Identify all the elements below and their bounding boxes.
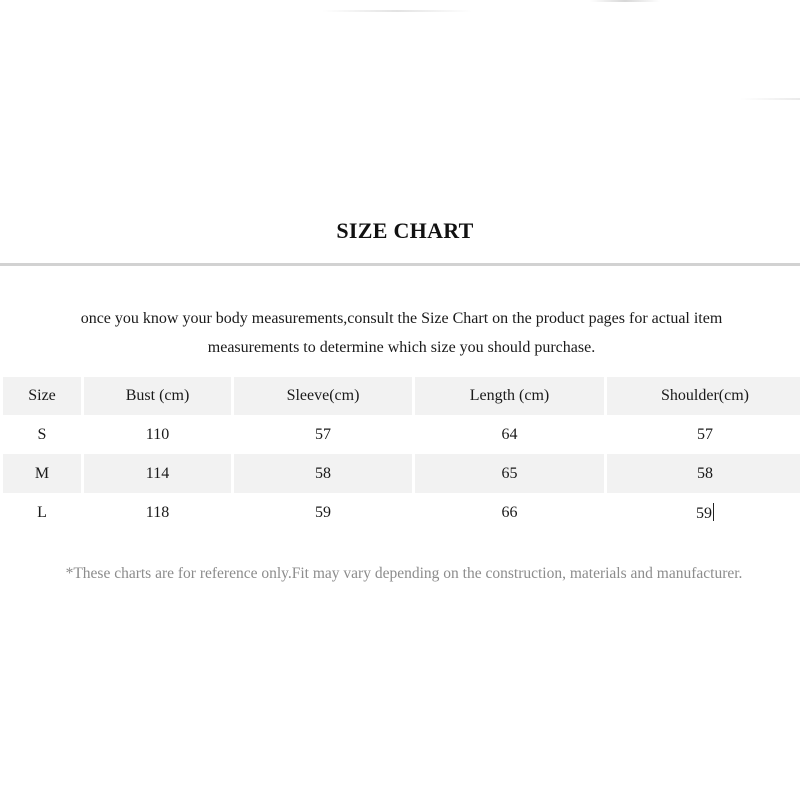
cell-size: M (3, 454, 81, 493)
cell-sleeve: 58 (234, 454, 412, 493)
size-table (0, 377, 800, 532)
table-row (3, 454, 800, 493)
table-header-row (3, 377, 800, 415)
cell-bust: 114 (84, 454, 231, 493)
cell-shoulder: 58 (607, 454, 800, 493)
cell-size: S (3, 415, 81, 454)
header-length: Length (cm) (415, 377, 604, 415)
decorative-line (590, 0, 660, 2)
cell-sleeve: 59 (234, 493, 412, 532)
intro-line-1: once you know your body measurements,consult the Size Chart on the product pages for actual item (80, 310, 723, 327)
cell-shoulder (607, 493, 800, 532)
disclaimer-note: *These charts are for reference only.Fit may vary depending on the construction, materials and manufacturer. (65, 565, 743, 582)
decorative-line (322, 10, 472, 12)
header-shoulder: Shoulder(cm) (607, 377, 800, 415)
table-row (3, 493, 800, 532)
page-title: SIZE CHART (336, 218, 474, 243)
cell-size: L (3, 493, 81, 532)
header-size: Size (3, 377, 81, 415)
cell-bust: 110 (84, 415, 231, 454)
table-row (3, 415, 800, 454)
cell-length: 64 (415, 415, 604, 454)
header-bust: Bust (cm) (84, 377, 231, 415)
cell-shoulder-value: 59 (696, 504, 712, 522)
intro-text (0, 304, 800, 362)
cell-bust: 118 (84, 493, 231, 532)
cell-sleeve: 57 (234, 415, 412, 454)
intro-line-2: measurements to determine which size you should purchase. (207, 339, 596, 356)
header-sleeve: Sleeve(cm) (234, 377, 412, 415)
text-cursor (713, 503, 714, 521)
title-divider (0, 263, 800, 266)
decorative-line (740, 98, 800, 100)
cell-length: 65 (415, 454, 604, 493)
cell-shoulder: 57 (607, 415, 800, 454)
cell-length: 66 (415, 493, 604, 532)
